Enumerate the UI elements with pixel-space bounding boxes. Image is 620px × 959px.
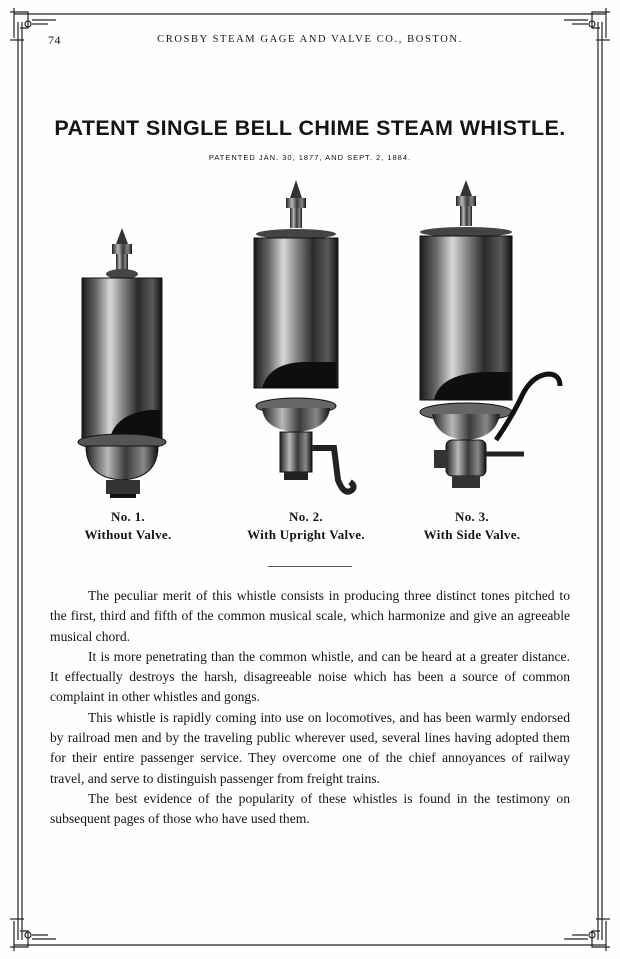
whistle-no1-image xyxy=(78,228,166,498)
figure-label: Without Valve. xyxy=(84,527,172,542)
figure-number: No. 2. xyxy=(289,509,323,524)
figure-label: With Side Valve. xyxy=(423,527,521,542)
page-title: PATENT SINGLE BELL CHIME STEAM WHISTLE. xyxy=(54,116,566,140)
whistle-illustrations xyxy=(0,170,620,510)
whistle-no2-image xyxy=(254,180,354,492)
running-head: CROSBY STEAM GAGE AND VALVE CO., BOSTON. xyxy=(157,34,463,45)
figure-caption-no1 xyxy=(58,508,198,544)
figure-label: With Upright Valve. xyxy=(247,527,365,542)
page-number: 74 xyxy=(48,33,61,47)
paragraph: It is more penetrating than the common whistle, and can be heard at a greater distance. It effectually destroys the harsh, disagreeable noise which has been a source of common complaint in other whistles and gongs. xyxy=(50,648,570,705)
section-divider xyxy=(268,566,352,567)
body-text xyxy=(50,586,570,830)
paragraph: The peculiar merit of this whistle consists in producing three distinct tones pitched to the first, third and fifth of the common musical scale, which harmonize and give an agreeable musical chord. xyxy=(50,588,570,644)
paragraph: The best evidence of the popularity of these whistles is found in the testimony on subsequent pages of those who have used them. xyxy=(50,790,570,827)
paragraph: This whistle is rapidly coming into use on locomotives, and has been warmly endorsed by railroad men and by the traveling public wherever used, several lines having adopted them for their entire passenger service. They overcome one of the chief annoyances of railway travel, and serve to distinguish passenger from freight trains. xyxy=(50,709,570,786)
whistle-no3-image xyxy=(420,180,560,488)
figure-caption-no3 xyxy=(404,508,540,544)
figure-number: No. 3. xyxy=(455,509,489,524)
figure-number: No. 1. xyxy=(111,509,145,524)
corner-ornament-bottom-left xyxy=(10,919,56,951)
patent-dates: PATENTED JAN. 30, 1877, AND SEPT. 2, 1884. xyxy=(208,153,412,162)
figure-caption-no2 xyxy=(226,508,386,544)
corner-ornament-bottom-right xyxy=(564,919,610,951)
